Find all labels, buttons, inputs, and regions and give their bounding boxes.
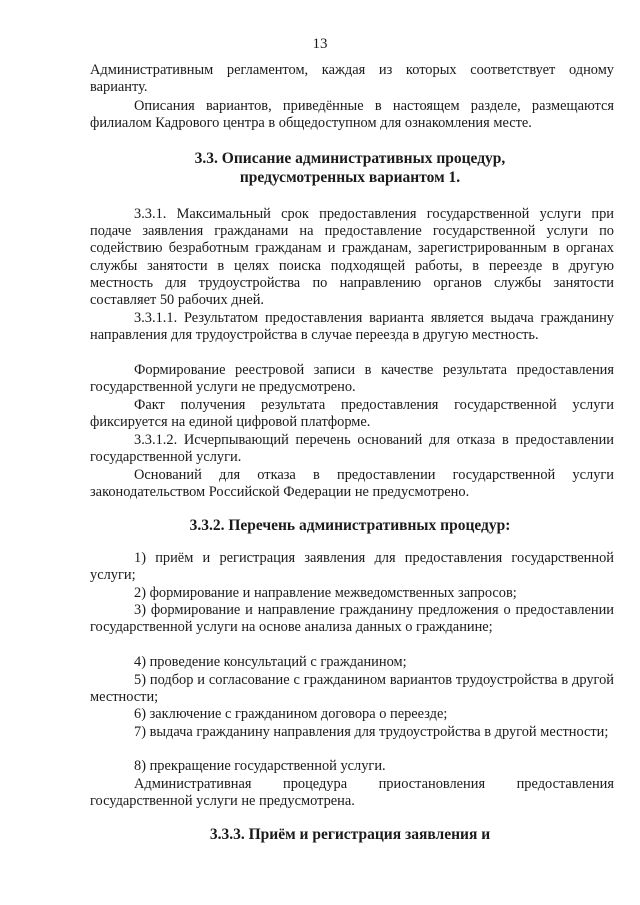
section-heading-3-3-line1: 3.3. Описание административных процедур, <box>194 150 506 167</box>
procedure-item-1: 1) приём и регистрация заявления для предоставления государственной услуги; <box>90 550 614 584</box>
page-number: 13 <box>312 36 328 52</box>
procedure-item-3: 3) формирование и направление гражданину предложения о предоставлении государственной услуги на основе анализа данных о гражданине; <box>90 602 614 636</box>
procedure-item-7: 7) выдача гражданину направления для трудоустройства в другой местности; <box>134 724 609 740</box>
section-heading-3-3-2: 3.3.2. Перечень административных процедур: <box>189 517 511 534</box>
procedure-item-8: 8) прекращение государственной услуги. <box>134 758 386 774</box>
intro-paragraph-variants: Описания вариантов, приведённые в настоящем разделе, размещаются филиалом Кадрового центра в общедоступном для ознакомления месте. <box>90 98 614 132</box>
procedure-item-2: 2) формирование и направление межведомственных запросов; <box>134 585 517 601</box>
paragraph-registry-record: Формирование реестровой записи в качестве результата предоставления государственной услуги не предусмотрено. <box>90 362 614 396</box>
procedure-item-6: 6) заключение с гражданином договора о переезде; <box>134 706 448 722</box>
paragraph-result-fact: Факт получения результата предоставления государственной услуги фиксируется на единой цифровой платформе. <box>90 397 614 431</box>
paragraph-3-3-1-2: 3.3.1.2. Исчерпывающий перечень оснований для отказа в предоставлении государственной услуги. <box>90 432 614 466</box>
section-heading-3-3-line2: предусмотренных вариантом 1. <box>239 169 461 186</box>
paragraph-3-3-1: 3.3.1. Максимальный срок предоставления государственной услуги при подаче заявления гражданами на предоставление государственной услуги по содействию безработным гражданам и гражданам, зарегистрированным в органах службы занятости в целях поиска подходящей работы, в переезде в другую местность для трудоустройства по направлению органов службы занятости составляет 50 рабочих дней. <box>90 206 614 309</box>
section-heading-3-3-3: 3.3.3. Приём и регистрация заявления и <box>209 826 491 843</box>
procedure-item-5: 5) подбор и согласование с гражданином вариантов трудоустройства в другой местности; <box>90 672 614 706</box>
paragraph-refusal-grounds: Оснований для отказа в предоставлении государственной услуги законодательством Российской Федерации не предусмотрено. <box>90 467 614 501</box>
paragraph-suspension: Административная процедура приостановления предоставления государственной услуги не предусмотрена. <box>90 776 614 810</box>
intro-paragraph-continuation: Административным регламентом, каждая из которых соответствует одному варианту. <box>90 62 614 96</box>
paragraph-3-3-1-1: 3.3.1.1. Результатом предоставления варианта является выдача гражданину направления для трудоустройства в случае переезда в другую местность. <box>90 310 614 344</box>
procedure-item-4: 4) проведение консультаций с гражданином; <box>134 654 407 670</box>
